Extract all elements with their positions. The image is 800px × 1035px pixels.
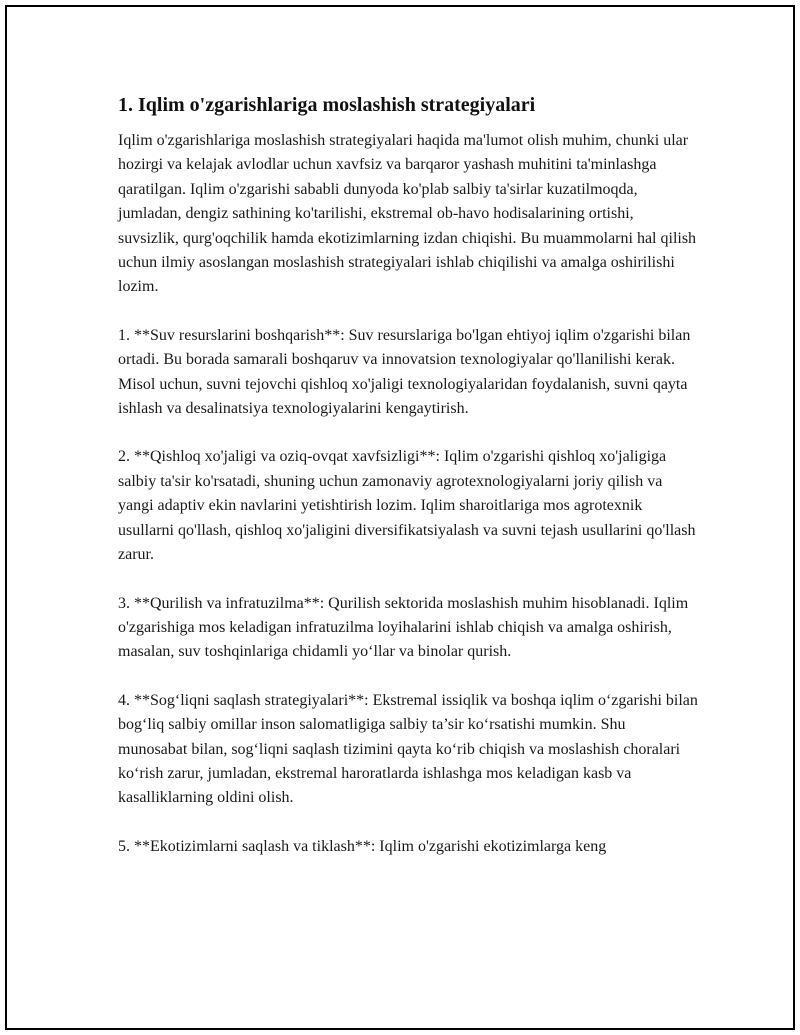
paragraph-ecosystems: 5. **Ekotizimlarni saqlash va tiklash**: Iqlim o'zgarishi ekotizimlarga keng (118, 837, 607, 855)
intro-paragraph: Iqlim o'zgarishlariga moslashish strategiyalari haqida ma'lumot olish muhim, chunki ular hozirgi va kelajak avlodlar uchun xavfsiz va barqaror yashash muhitini ta'minlashga qaratilgan. Iqlim o'zgarishi sababli dunyoda ko'plab salbiy ta'sirlar kuzatilmoqda, jumladan, dengiz sathining ko'tarilishi, ekstremal ob-havo hodisalarining ortishi, suvsizlik, qurg'oqchilik hamda ekotizimlarning izdan chiqishi. Bu muammolarni hal qilish uchun ilmiy asoslangan moslashish strategiyalari ishlab chiqilishi va amalga oshirilishi lozim. (118, 132, 697, 296)
document-title: 1. Iqlim o'zgarishlariga moslashish strategiyalari (118, 94, 536, 116)
paragraph-water-resources: 1. **Suv resurslarini boshqarish**: Suv resurslariga bo'lgan ehtiyoj iqlim o'zgarishi bilan ortadi. Bu borada samarali boshqaruv va innovatsion texnologiyalar qo'llanilishi kerak. Misol uchun, suvni tejovchi qishloq xo'jaligi texnologiyalaridan foydalanish, suvni qayta ishlash va desalinatsiya texnologiyalarini kengaytirish. (118, 326, 691, 418)
paragraph-agriculture: 2. **Qishloq xo'jaligi va oziq-ovqat xavfsizligi**: Iqlim o'zgarishi qishloq xo'jaligiga salbiy ta'sir ko'rsatadi, shuning uchun zamonaviy agrotexnologiyalarni joriy qilish va yangi adaptiv ekin navlarini yetishtirish lozim. Iqlim sharoitlariga mos agrotexnik usullarni qo'llash, qishloq xo'jaligini diversifikatsiyalash va suvni tejash usullarini qo'llash zarur. (118, 448, 696, 564)
paragraph-health: 4. **Sog‘liqni saqlash strategiyalari**: Ekstremal issiqlik va boshqa iqlim o‘zgarishi bilan bog‘liq salbiy omillar inson salomatligiga salbiy ta’sir ko‘rsatishi mumkin. Shu munosabat bilan, sog‘liqni saqlash tizimini qayta ko‘rib chiqish va moslashish choralari ko‘rish zarur, jumladan, ekstremal haroratlarda ishlashga mos keladigan kasb va kasalliklarning oldini olish. (118, 691, 698, 807)
paragraph-infrastructure: 3. **Qurilish va infratuzilma**: Qurilish sektorida moslashish muhim hisoblanadi. Iqlim o'zgarishiga mos keladigan infratuzilma loyihalarini ishlab chiqish va amalga oshirish, masalan, suv toshqinlariga chidamli yo‘llar va binolar qurish. (118, 594, 689, 661)
document-body (118, 92, 698, 883)
